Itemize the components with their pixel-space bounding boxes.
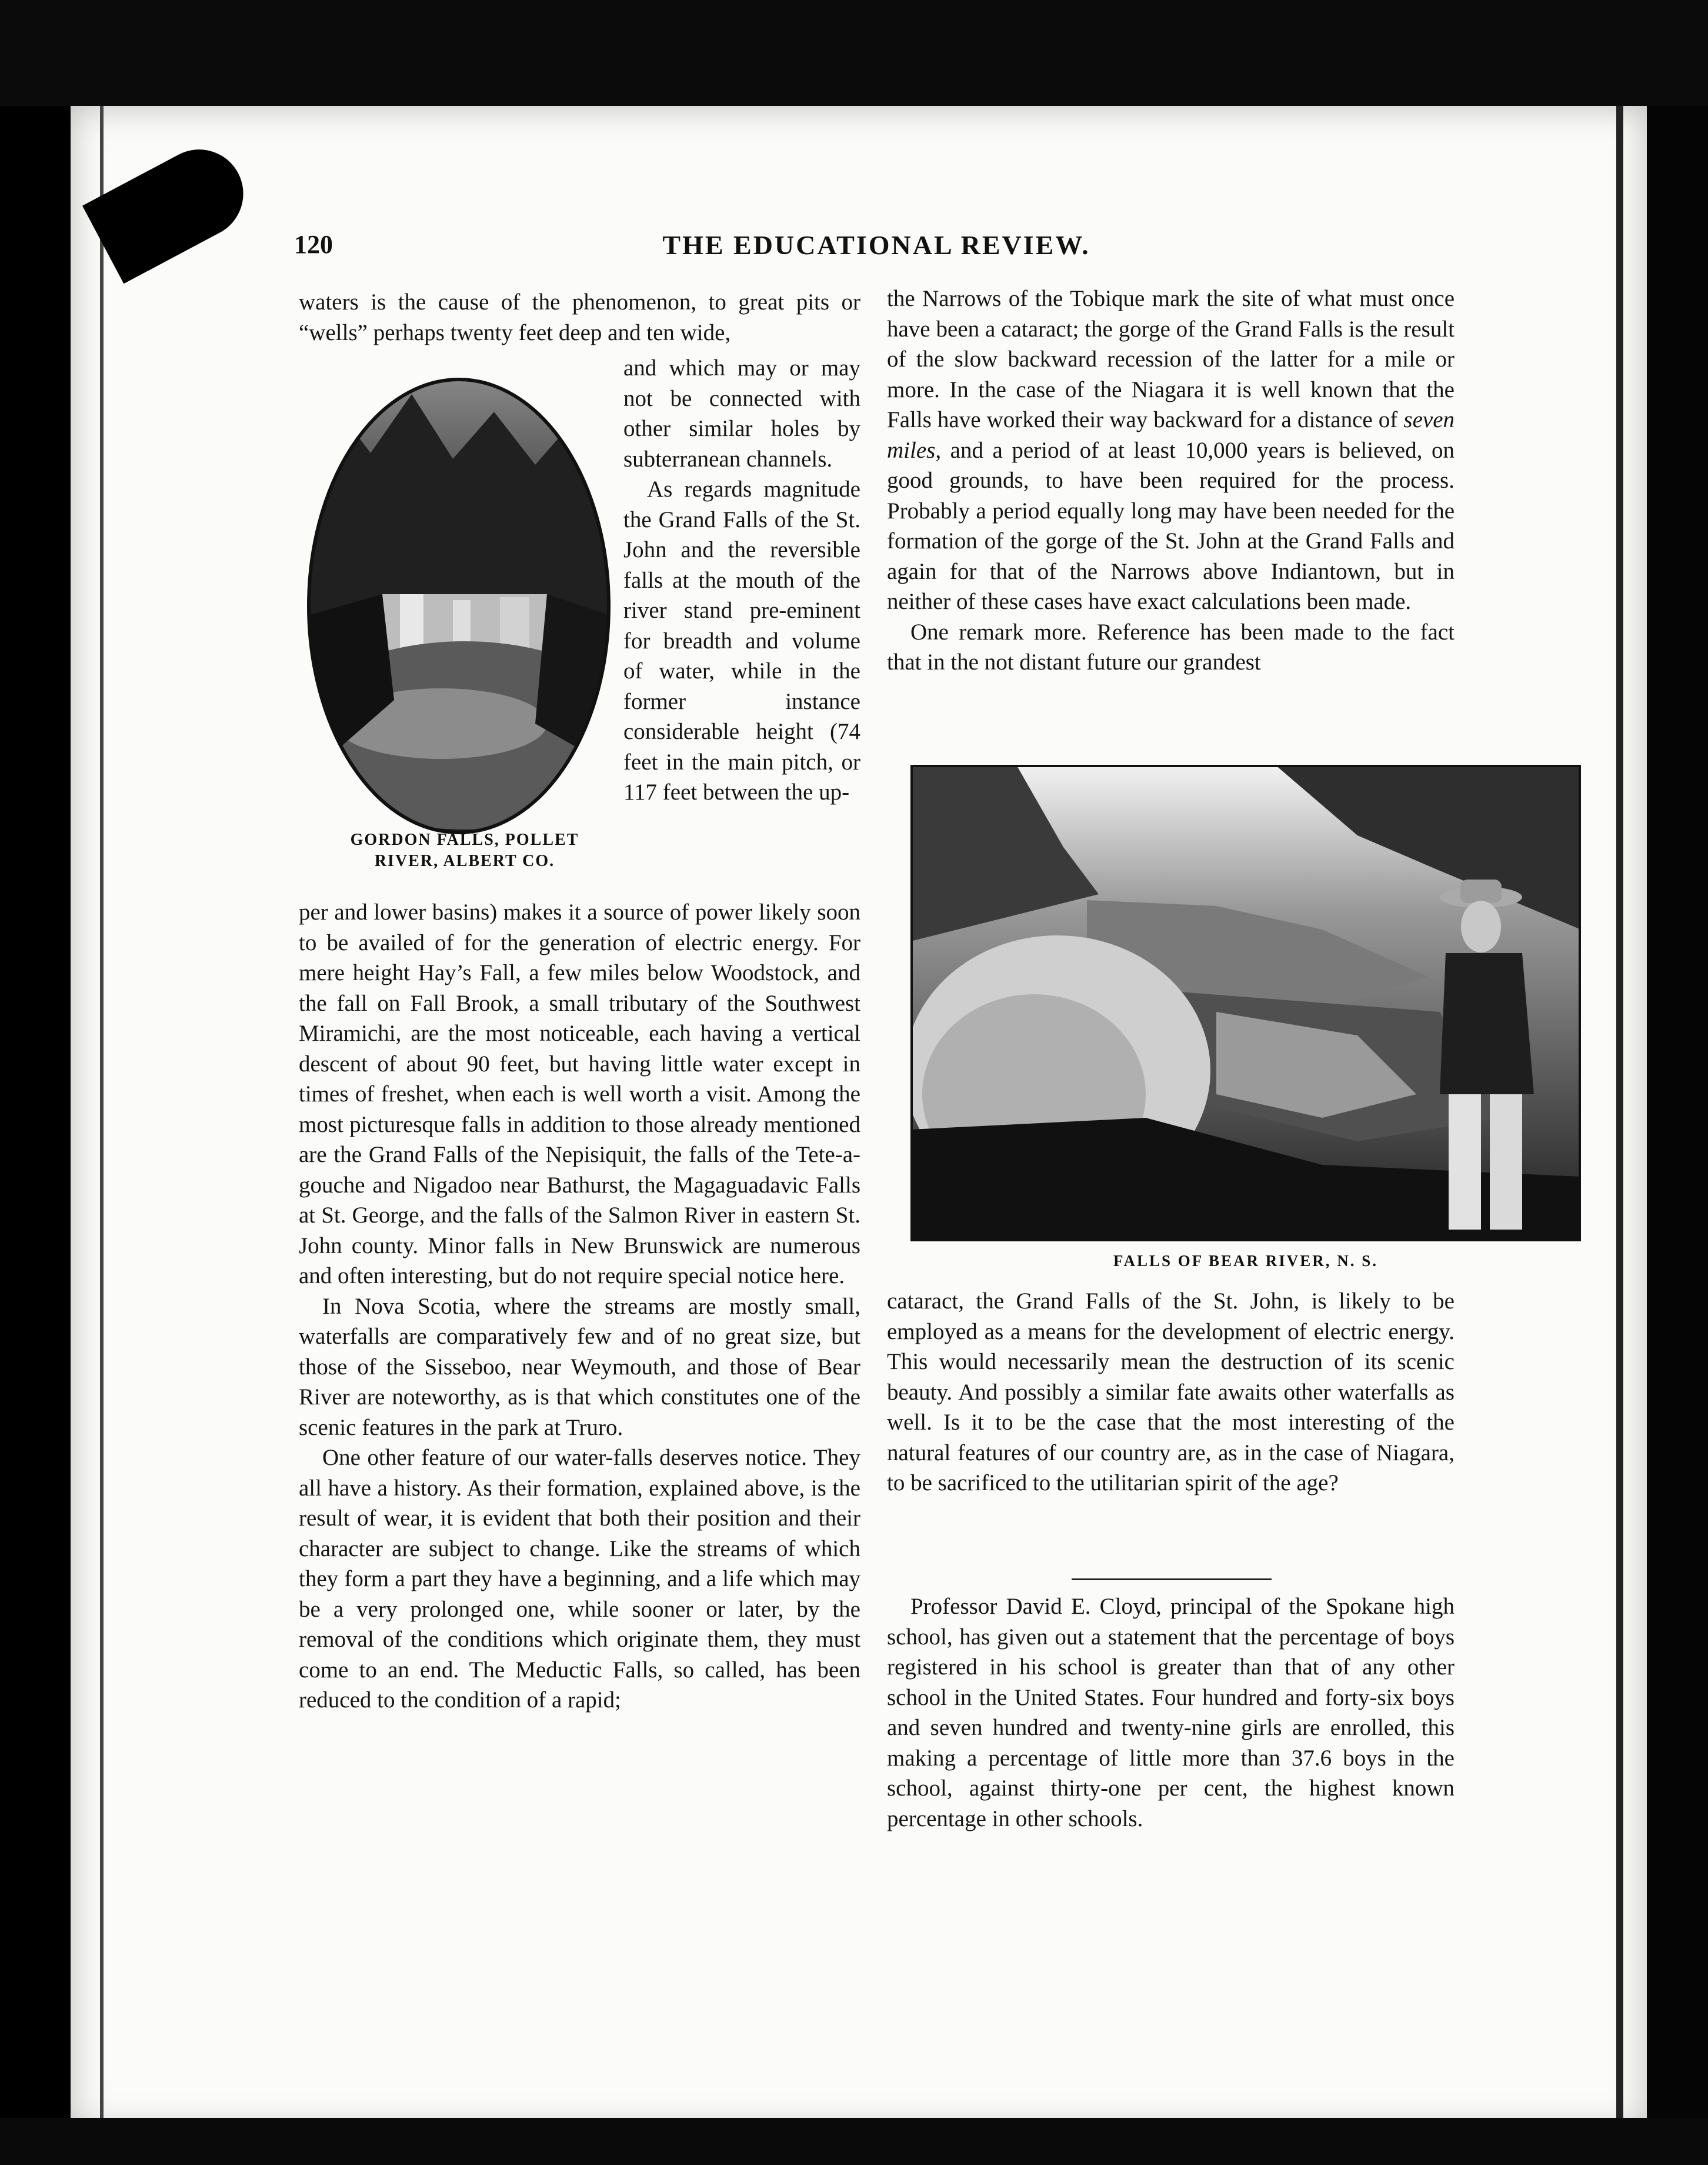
bear-river-photo — [910, 765, 1581, 1241]
section-divider-rule — [1072, 1578, 1272, 1580]
figure-bear-river — [910, 765, 1581, 1241]
paragraph-history: One other feature of our water-falls deserves notice. They all have a history. As their formation, explained above, is the result of wear, it is evident that both their position and their character are subject to change. Like the streams of which they form a part they have a beginning, and a life which may be a very prolonged one, while sooner or later, by the removal of the conditions which originate them, they must come to an end. The Meductic Falls, so called, has been reduced to the condition of a rapid; — [299, 1445, 860, 1713]
left-column-intro — [299, 287, 860, 348]
scanner-right-border — [1647, 106, 1708, 2165]
text-beside-oval — [623, 353, 860, 808]
page-number: 120 — [294, 230, 333, 259]
gordon-falls-photo — [300, 371, 618, 841]
paragraph-cloyd: Professor David E. Cloyd, principal of the Spokane high school, has given out a statement that the percentage of boys registered in his school is greater than that of any other school in the United States. Four hundred and forty-six boys and seven hundred and twenty-nine girls are enrolled, this making a percentage of little more than 37.6 boys in the school, against thirty-one per cent, the highest known percentage in other schools. — [887, 1594, 1455, 1831]
page-right-edge — [1616, 106, 1623, 2130]
text-seven-miles: seven miles, — [887, 407, 1455, 463]
paragraph-remark: One remark more. Reference has been made to the fact that in the not distant future our grandest — [887, 619, 1455, 675]
paragraph-nova-scotia: In Nova Scotia, where the streams are mostly small, waterfalls are comparatively few and of no great size, but those of the Sisseboo, near Weymouth, and those of Bear River are noteworthy, as is that which constitutes one of the scenic features in the park at Truro. — [299, 1293, 860, 1440]
caption-gordon-line1: GORDON FALLS, POLLET — [350, 831, 579, 849]
caption-gordon-falls — [318, 830, 612, 872]
caption-gordon-line2: RIVER, ALBERT CO. — [374, 852, 555, 870]
paragraph-subterranean: and which may or may not be connected with other similar holes by subterranean channels. — [623, 355, 860, 472]
page-left-edge — [100, 106, 104, 2130]
caption-bear-river: FALLS OF BEAR RIVER, N. S. — [1113, 1252, 1379, 1270]
paragraph-power: per and lower basins) makes it a source of power likely soon to be availed of for the generation of electric energy. For mere height Hay’s Fall, a few miles below Woodstock, and the fall on Fall Brook, a small tributary of the Southwest Miramichi, are the most noticeable, each having a vertical descent of about 90 feet, but having little water except in times of freshet, when each is well worth a visit. Among the most picturesque falls in addition to those already mentioned are the Grand Falls of the Nepisiquit, the falls of the Tete-a-gouche and Nigadoo near Bathurst, the Magaguadavic Falls at St. George, and the falls of the Salmon River in eastern St. John county. Minor falls in New Brunswick are numerous and often interesting, but do not require special notice here. — [299, 900, 860, 1288]
right-column-top — [887, 284, 1455, 678]
scanner-bottom-border — [0, 2118, 1708, 2165]
paragraph-narrows — [887, 284, 1455, 617]
figure-gordon-falls — [300, 371, 618, 841]
scanner-top-border — [0, 0, 1708, 106]
page-header — [294, 229, 1459, 277]
paragraph-intro: waters is the cause of the phenomenon, to great pits or “wells” perhaps twenty feet deep and ten wide, — [299, 289, 860, 345]
right-column-cloyd — [887, 1591, 1455, 1834]
paragraph-magnitude: As regards magnitude the Grand Falls of the St. John and the reversible falls at the mouth of the river stand pre-eminent for breadth and volume of water, while in the former instance considerable height (74 feet in the main pitch, or 117 feet between the up- — [623, 477, 860, 805]
journal-title: THE EDUCATIONAL REVIEW. — [662, 230, 1090, 260]
paragraph-cataract: cataract, the Grand Falls of the St. John, is likely to be employed as a means for the development of electric energy. This would necessarily mean the destruction of its scenic beauty. And possibly a similar fate awaits other waterfalls as well. Is it to be the case that the most interesting of the natural features of our country are, as in the case of Niagara, to be sacrificed to the utilitarian spirit of the age? — [887, 1288, 1455, 1495]
left-column-main — [299, 897, 860, 1716]
text-narrows-cont: and a period of at least 10,000 years is believed, on good grounds, to have been required for the process. Probably a period equally long may have been needed for the formation of the gorge of the St. John at the Grand Falls and again for that of the Narrows above Indiantown, but in neither of these cases have exact calculations been made. — [887, 437, 1455, 614]
right-column-bottom — [887, 1286, 1455, 1498]
text-narrows: the Narrows of the Tobique mark the site of what must once have been a cataract; the gorge of the Grand Falls is the result of the slow backward recession of the latter for a mile or more. In the case of the Niagara it is well known that the Falls have worked their way backward for a distance of — [887, 286, 1455, 432]
